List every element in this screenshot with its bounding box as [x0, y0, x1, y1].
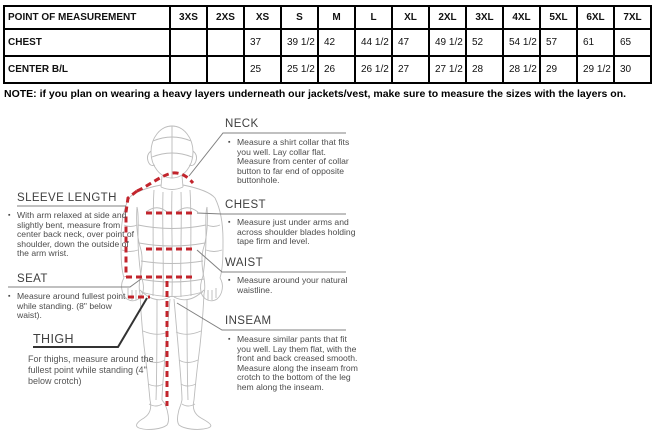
inseam-description: ▪ Measure similar pants that fit you well. Lay them flat, with the front and back creased smooth. Measure along the inseam from crotch to the bottom of the leg hem along the inseam.: [228, 335, 358, 393]
col-header-2xs: 2XS: [207, 6, 244, 29]
cell: 26: [318, 56, 355, 83]
col-header-xs: XS: [244, 6, 281, 29]
cell: 25: [244, 56, 281, 83]
neck-label: NECK: [225, 118, 259, 130]
seat-label: SEAT: [17, 273, 48, 285]
col-header-7xl: 7XL: [614, 6, 651, 29]
cell: 27 1/2: [429, 56, 466, 83]
cell: 52: [466, 29, 503, 56]
col-header-4xl: 4XL: [503, 6, 540, 29]
col-header-3xl: 3XL: [466, 6, 503, 29]
cell: 57: [540, 29, 577, 56]
waist-callout-line: [197, 250, 346, 272]
cell: 29: [540, 56, 577, 83]
row-label-chest: CHEST: [4, 29, 170, 56]
sleeve-length-label: SLEEVE LENGTH: [17, 192, 117, 204]
row-label-center-bl: CENTER B/L: [4, 56, 170, 83]
cell: 54 1/2: [503, 29, 540, 56]
col-header-6xl: 6XL: [577, 6, 614, 29]
waist-label: WAIST: [225, 257, 263, 269]
col-header-s: S: [281, 6, 318, 29]
layers-note: NOTE: if you plan on wearing a heavy layers underneath our jackets/vest, make sure to measure the sizes with the layers on.: [4, 88, 627, 100]
thigh-description: For thighs, measure around the fullest point while standing (4" below crotch): [28, 354, 154, 386]
inseam-label: INSEAM: [225, 315, 272, 327]
chest-description: ▪ Measure just under arms and across shoulder blades holding tape firm and level.: [228, 218, 358, 247]
chest-label: CHEST: [225, 199, 266, 211]
cell: 47: [392, 29, 429, 56]
cell: 28 1/2: [503, 56, 540, 83]
cell: 28: [466, 56, 503, 83]
cell: 49 1/2: [429, 29, 466, 56]
cell: 25 1/2: [281, 56, 318, 83]
thigh-label: THIGH: [33, 332, 74, 346]
col-header-l: L: [355, 6, 392, 29]
cell: 42: [318, 29, 355, 56]
col-header-2xl: 2XL: [429, 6, 466, 29]
seat-description: ▪ Measure around fullest point while standing. (8" below waist).: [8, 292, 132, 321]
cell: 27: [392, 56, 429, 83]
chest-callout-line: [197, 213, 346, 214]
col-header-point-of-measurement: POINT OF MEASUREMENT: [4, 6, 170, 29]
cell: 61: [577, 29, 614, 56]
col-header-5xl: 5XL: [540, 6, 577, 29]
col-header-3xs: 3XS: [170, 6, 207, 29]
cell: 65: [614, 29, 651, 56]
waist-description: ▪ Measure around your natural waistline.: [228, 276, 358, 295]
col-header-xl: XL: [392, 6, 429, 29]
cell: 44 1/2: [355, 29, 392, 56]
cell: 26 1/2: [355, 56, 392, 83]
sleeve-length-description: ▪ With arm relaxed at side and slightly bent, measure from center back neck, over point of shoulder, down the outside of the arm wrist.: [8, 211, 142, 259]
cell: 37: [244, 29, 281, 56]
cell: 39 1/2: [281, 29, 318, 56]
cell: 30: [614, 56, 651, 83]
col-header-m: M: [318, 6, 355, 29]
neck-description: ▪ Measure a shirt collar that fits you well. Lay collar flat. Measure from center of collar button to far end of opposite buttonhole.: [228, 138, 358, 186]
cell: 29 1/2: [577, 56, 614, 83]
